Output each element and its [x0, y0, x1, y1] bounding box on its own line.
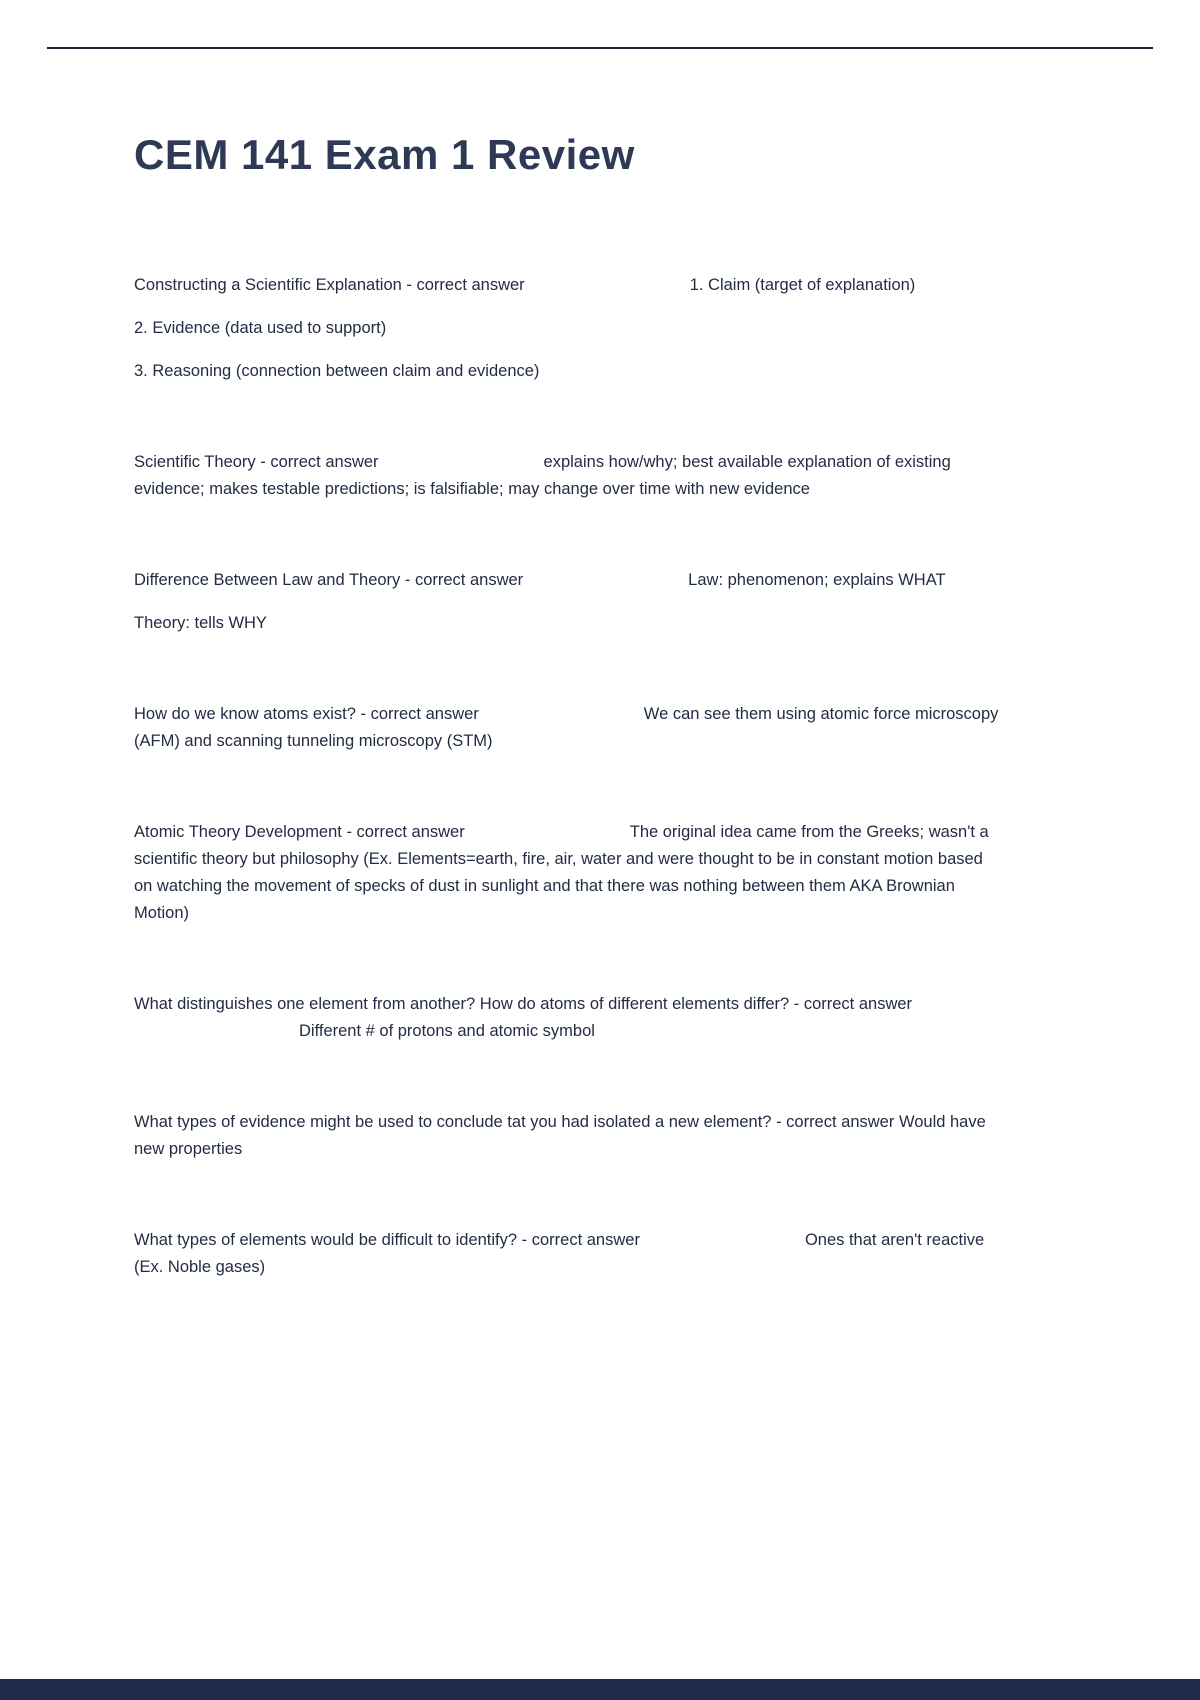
question-text: What types of elements would be difficult to identify? - correct answer [134, 1231, 640, 1250]
top-rule [47, 47, 1153, 49]
answer-text: 1. Claim (target of explanation) [689, 276, 916, 295]
qa-line [134, 272, 1004, 299]
question-text: What types of evidence might be used to conclude tat you had isolated a new element? - correct answer [134, 1113, 895, 1132]
qa-line [134, 567, 1004, 594]
answer-line: Theory: tells WHY [134, 614, 267, 633]
question-text: What distinguishes one element from another? How do atoms of different elements differ? - correct answer [134, 995, 913, 1014]
qa-block [134, 1109, 1004, 1163]
page-title: CEM 141 Exam 1 Review [134, 131, 635, 178]
gap-spacer [134, 1035, 299, 1036]
gap-spacer [479, 718, 644, 719]
qa-block [134, 567, 1004, 637]
answer-text: Law: phenomenon; explains WHAT [688, 571, 946, 590]
qa-block [134, 701, 1004, 755]
qa-block [134, 449, 1004, 503]
gap-spacer [465, 836, 630, 837]
gap-spacer [379, 466, 544, 467]
qa-line [134, 819, 1004, 927]
answer-text: The original idea came from the Greeks; wasn't a scientific theory but philosophy (Ex. Elements=earth, fire, air, water and were thought to be in constant motion based on watching the movement of specks of dust in sunlight and that there was nothing between them AKA Brownian Motion) [134, 823, 994, 923]
answer-text: Ones that aren't reactive (Ex. Noble gases) [134, 1231, 989, 1277]
answer-text: explains how/why; best available explanation of existing evidence; makes testable predictions; is falsifiable; may change over time with new evidence [134, 453, 956, 499]
qa-line [134, 449, 1004, 503]
gap-spacer [525, 289, 690, 290]
qa-block [134, 272, 1004, 385]
question-text: Scientific Theory - correct answer [134, 453, 379, 472]
qa-line [134, 701, 1004, 755]
qa-line [134, 991, 1004, 1045]
question-text: Constructing a Scientific Explanation - correct answer [134, 276, 525, 295]
footer-bar [0, 1679, 1200, 1700]
answer-text: Would have new properties [134, 1113, 991, 1159]
qa-block [134, 819, 1004, 927]
question-text: Difference Between Law and Theory - correct answer [134, 571, 524, 590]
qa-block [134, 991, 1004, 1045]
qa-line [134, 1109, 1004, 1163]
gap-spacer [523, 584, 688, 585]
answer-text: We can see them using atomic force microscopy (AFM) and scanning tunneling microscopy (STM) [134, 705, 1003, 751]
qa-line [134, 1227, 1004, 1281]
answer-line: 2. Evidence (data used to support) [134, 319, 387, 338]
gap-spacer [640, 1244, 805, 1245]
answer-line: 3. Reasoning (connection between claim and evidence) [134, 362, 540, 381]
question-text: How do we know atoms exist? - correct answer [134, 705, 479, 724]
question-text: Atomic Theory Development - correct answer [134, 823, 465, 842]
answer-text: Different # of protons and atomic symbol [299, 1022, 595, 1041]
qa-block [134, 1227, 1004, 1281]
